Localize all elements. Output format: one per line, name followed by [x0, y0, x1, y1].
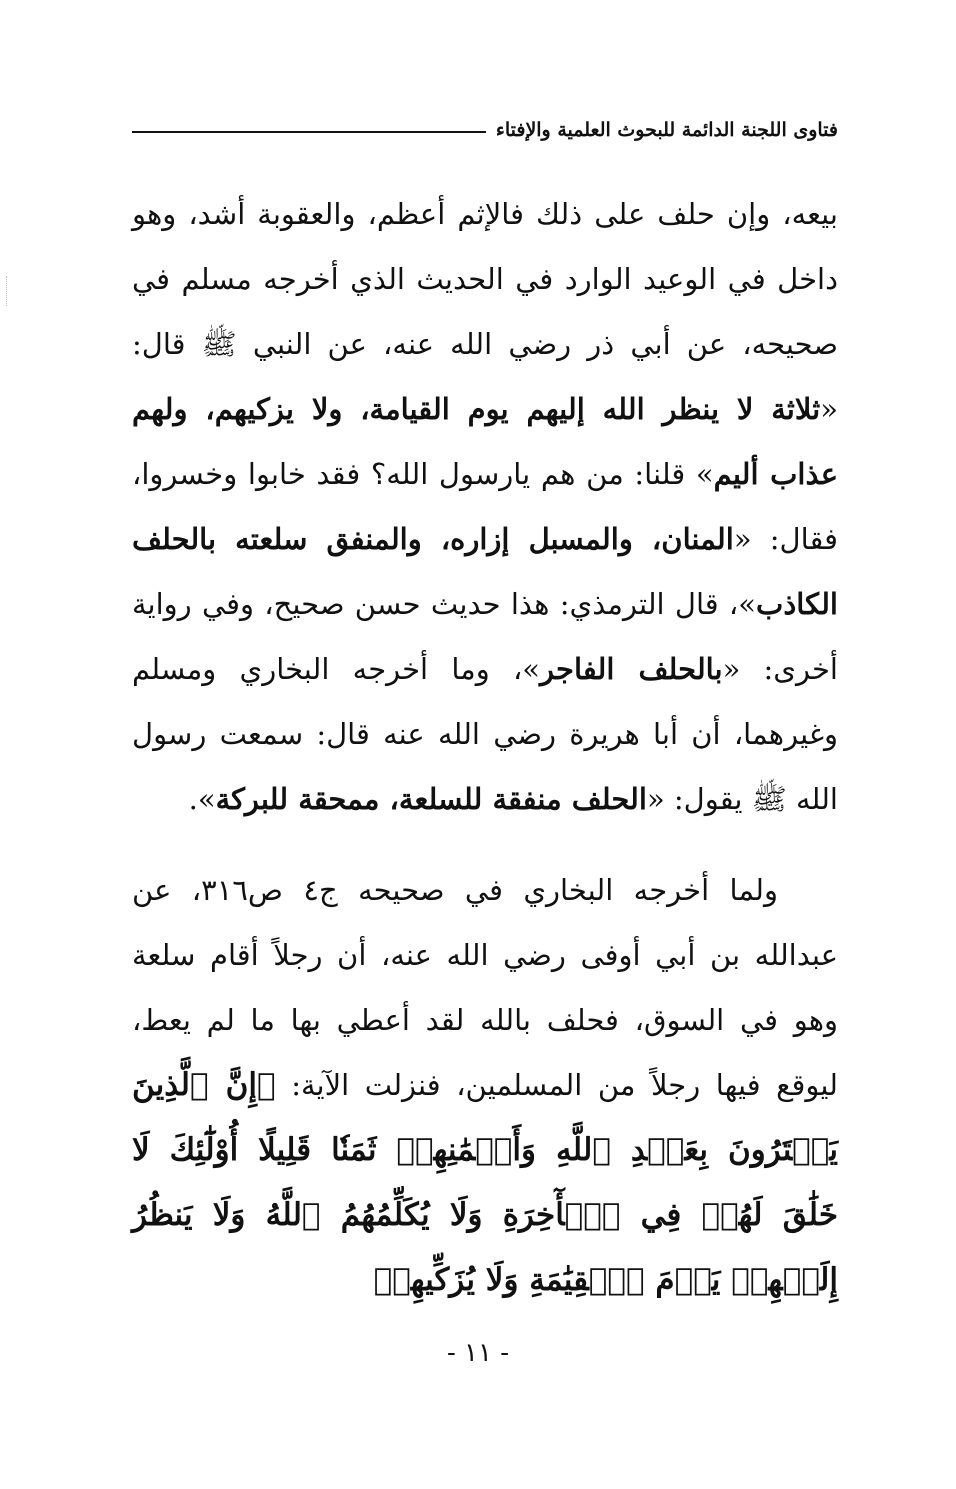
hadith-text: بالحلف الفاجر — [540, 652, 723, 686]
text-run: » قلنا: من هم يارسول الله؟ فقد خابوا وخسروا، فقال: « — [132, 457, 838, 556]
page-number: - ١١ - — [446, 1338, 510, 1368]
text-run: ولما أخرجه البخاري في صحيحه ج٤ ص٣١٦، عن عبدالله بن أبي أوفى رضي الله عنه، أن رجلاً أقام سلعة وهو في السوق، فحلف بالله لقد أعطي بها ما لم يعط، ليوقع فيها رجلاً من المسلمين، فنزلت الآية: — [132, 873, 838, 1102]
margin-mark — [6, 276, 9, 306]
paragraph-2 — [132, 858, 838, 1313]
text-run: »، وما أخرجه البخاري ومسلم وغيرهما، أن أبا هريرة رضي الله عنه قال: سمعت رسول الله ﷺ يقول: « — [132, 652, 838, 816]
hadith-text: الحلف منفقة للسلعة، ممحقة للبركة — [215, 782, 647, 816]
header-title: فتاوى اللجنة الدائمة للبحوث العلمية والإفتاء — [495, 119, 838, 141]
text-run: »، قال الترمذي: هذا حديث حسن صحيح، وفي رواية أخرى: « — [132, 587, 838, 686]
quran-verse: ﴿إِنَّ ٱلَّذِينَ يَشۡتَرُونَ بِعَهۡدِ ٱللَّهِ وَأَيۡمَٰنِهِمۡ ثَمَنٗا قَلِيلًا أُوْلَٰٓئِكَ لَا خَلَٰقَ لَهُمۡ فِي ٱلۡأٓخِرَةِ وَلَا يُكَلِّمُهُمُ ٱللَّهُ وَلَا يَنظُرُ إِلَيۡهِمۡ يَوۡمَ ٱلۡقِيَٰمَةِ وَلَا يُزَكِّيهِمۡ — [132, 1067, 838, 1298]
text-run: ». — [188, 782, 216, 816]
paragraph-1 — [132, 182, 838, 832]
body-text — [132, 182, 838, 1313]
hadith-text: المنان، والمسبل إزاره، والمنفق سلعته بالحلف الكاذب — [132, 522, 838, 621]
text-run: بيعه، وإن حلف على ذلك فالإثم أعظم، والعقوبة أشد، وهو داخل في الوعيد الوارد في الحديث الذي أخرجه مسلم في صحيحه، عن أبي ذر رضي الله عنه، عن النبي ﷺ قال: « — [132, 197, 838, 426]
header-rule — [132, 131, 486, 133]
running-header — [132, 112, 838, 148]
hadith-text: ثلاثة لا ينظر الله إليهم يوم القيامة، ولا يزكيهم، ولهم عذاب أليم — [132, 392, 838, 491]
